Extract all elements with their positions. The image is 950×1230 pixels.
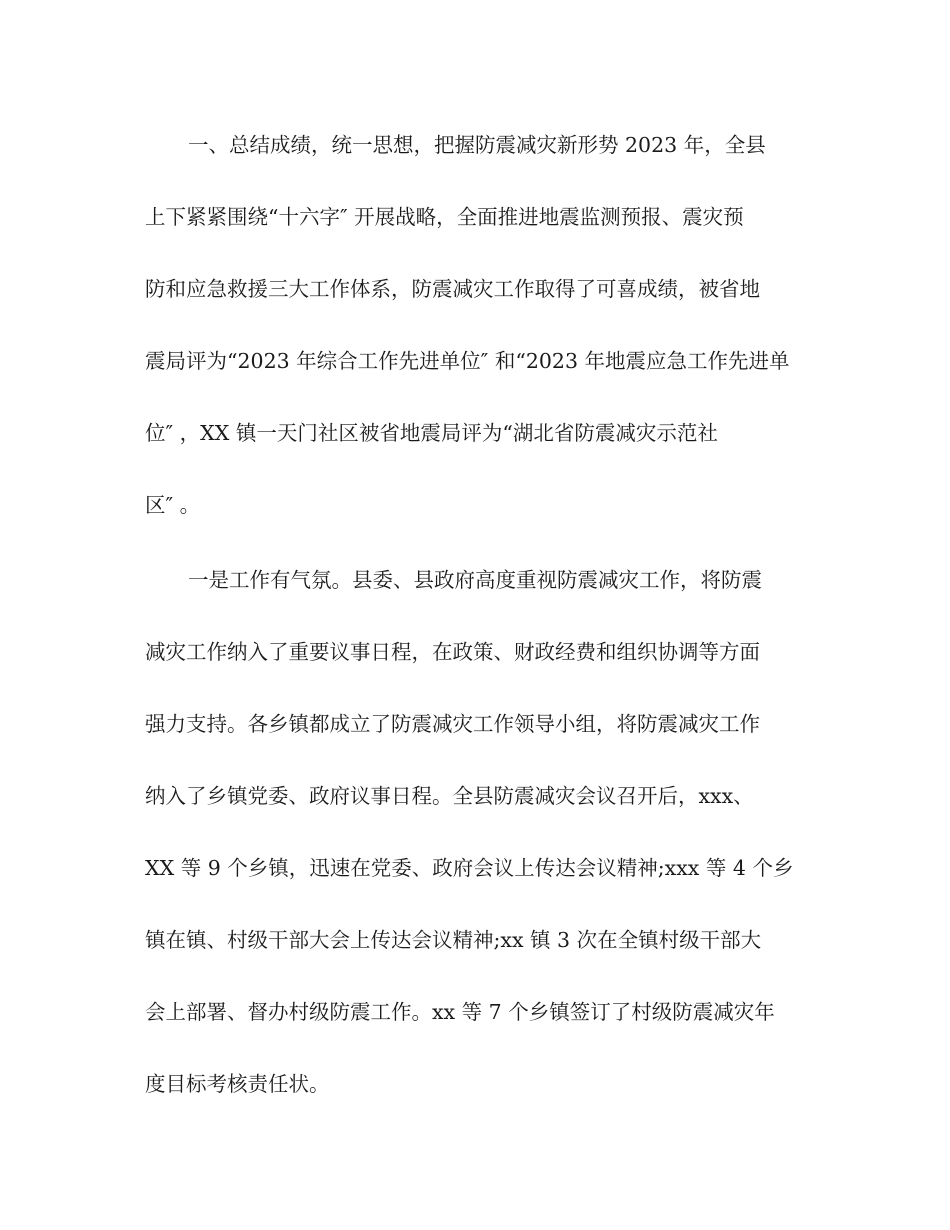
text-line: 镇在镇、村级干部大会上传达会议精神;xx 镇 3 次在全镇村级干部大 [145, 928, 762, 952]
text-line: 度目标考核责任状。 [145, 1072, 330, 1096]
text-line: 一是工作有气氛。县委、县政府高度重视防震减灾工作，将防震 [188, 568, 762, 592]
text-line: 减灾工作纳入了重要议事日程，在政策、财政经费和组织协调等方面 [145, 640, 760, 664]
text-line: 纳入了乡镇党委、政府议事日程。全县防震减灾会议召开后，xxx、 [145, 784, 754, 808]
text-line: 位″ ，XX 镇一天门社区被省地震局评为“湖北省防震减灾示范社 [145, 421, 718, 445]
text-line: 防和应急救援三大工作体系，防震减灾工作取得了可喜成绩，被省地 [145, 277, 760, 301]
text-line: 强力支持。各乡镇都成立了防震减灾工作领导小组，将防震减灾工作 [145, 712, 760, 736]
text-line: 震局评为“2023 年综合工作先进单位″ 和“2023 年地震应急工作先进单 [145, 349, 790, 373]
text-line: 一、总结成绩，统一思想，把握防震减灾新形势 2023 年，全县 [188, 133, 766, 157]
text-line: 会上部署、督办村级防震工作。xx 等 7 个乡镇签订了村级防震减灾年 [145, 1000, 775, 1024]
text-line: 上下紧紧围绕“十六字″ 开展战略，全面推进地震监测预报、震灾预 [145, 205, 744, 229]
text-line: 区″ 。 [145, 493, 201, 517]
text-line: XX 等 9 个乡镇，迅速在党委、政府会议上传达会议精神;xxx 等 4 个乡 [145, 856, 794, 880]
